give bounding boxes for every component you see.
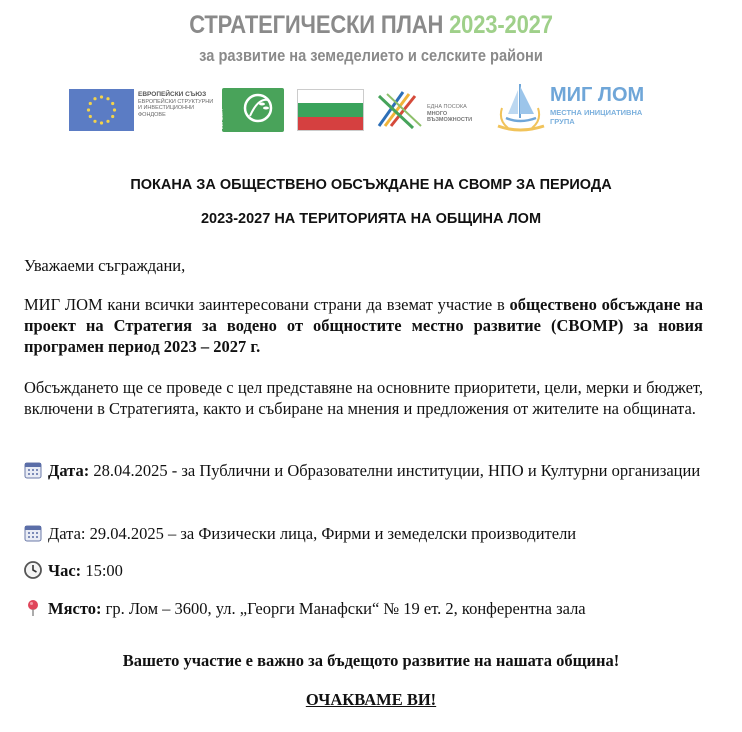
invitation-text: МИГ ЛОМ кани всички заинтересовани страни да вземат участие в	[24, 295, 510, 314]
bulgarian-flag	[297, 89, 364, 131]
eu-flag-logo	[69, 89, 134, 131]
banner-subtitle: за развитие на земеделието и селските райони	[199, 46, 543, 65]
place-item	[24, 598, 586, 619]
invitation-bold-text: обществено обсъждане на проект на Стратегия за водено от общностите местно развитие (СВОМР) за новия програмен период 2023 – 2027 г.	[24, 295, 704, 356]
mig-lom-subtitle	[550, 108, 642, 126]
date-1-item	[24, 460, 703, 481]
calendar-icon	[24, 461, 42, 479]
call-to-action: ОЧАКВАМЕ ВИ!	[305, 690, 437, 709]
pushpin-icon	[24, 599, 42, 617]
time-item	[24, 560, 123, 581]
eu-text-line: ФОНДОВЕ	[138, 111, 166, 118]
heading-line-2: 2023-2027 НА ТЕРИТОРИЯТА НА ОБЩИНА ЛОМ	[200, 211, 542, 227]
leader-logo	[219, 88, 284, 132]
edna-text-line: МНОГО	[427, 110, 448, 117]
edna-posoka-logo	[373, 86, 485, 134]
eu-text-line: ЕВРОПЕЙСКИ СТРУКТУРНИ	[138, 98, 214, 105]
banner-title-text: СТРАТЕГИЧЕСКИ ПЛАН	[189, 11, 444, 39]
invitation-paragraph	[24, 294, 703, 357]
place-text: гр. Лом – 3600, ул. „Георги Манафски“ № 19 ет. 2, конферентна зала	[101, 599, 586, 618]
eu-text-line: ЕВРОПЕЙСКИ СЪЮЗ	[138, 91, 207, 98]
eu-logo-text	[138, 92, 218, 118]
date-2-text: Дата: 29.04.2025 – за Физически лица, Фирми и земеделски производители	[48, 524, 577, 543]
date-2-item	[24, 523, 576, 544]
edna-text-line: ВЪЗМОЖНОСТИ	[427, 117, 473, 123]
date-1-label: Дата:	[48, 461, 90, 480]
mig-sub-line: ГРУПА	[550, 117, 575, 126]
place-label: Място:	[48, 599, 102, 618]
calendar-icon	[24, 524, 42, 542]
clock-icon	[24, 561, 42, 579]
banner-title	[45, 10, 698, 40]
mig-lom-title: МИГ ЛОМ	[550, 84, 645, 106]
mig-sub-line: МЕСТНА ИНИЦИАТИВНА	[550, 108, 643, 117]
purpose-paragraph: Обсъждането ще се проведе с цел представяне на основните приоритети, цели, мерки и бюджет, включени в Стратегията, както и събиране на мнения и предложения от жителите на общината.	[24, 378, 703, 418]
mig-lom-logo	[490, 78, 670, 138]
leader-label: LEADER	[219, 108, 225, 129]
time-label: Час:	[48, 561, 82, 580]
closing-line: Вашето участие е важно за бъдещото развитие на нашата община!	[122, 651, 620, 670]
banner-title-years: 2023-2027	[449, 11, 553, 39]
time-text: 15:00	[81, 561, 123, 580]
greeting: Уважаеми съграждани,	[24, 256, 186, 275]
date-1-text: 28.04.2025 - за Публични и Образователни институции, НПО и Културни организации	[89, 461, 701, 480]
edna-text-line: ЕДНА ПОСОКА	[427, 104, 467, 110]
edna-posoka-text	[427, 104, 472, 124]
eu-text-line: И ИНВЕСТИЦИОННИ	[138, 105, 195, 111]
heading-line-1: ПОКАНА ЗА ОБЩЕСТВЕНО ОБСЪЖДАНЕ НА СВОМР ЗА ПЕРИОДА	[130, 177, 612, 193]
